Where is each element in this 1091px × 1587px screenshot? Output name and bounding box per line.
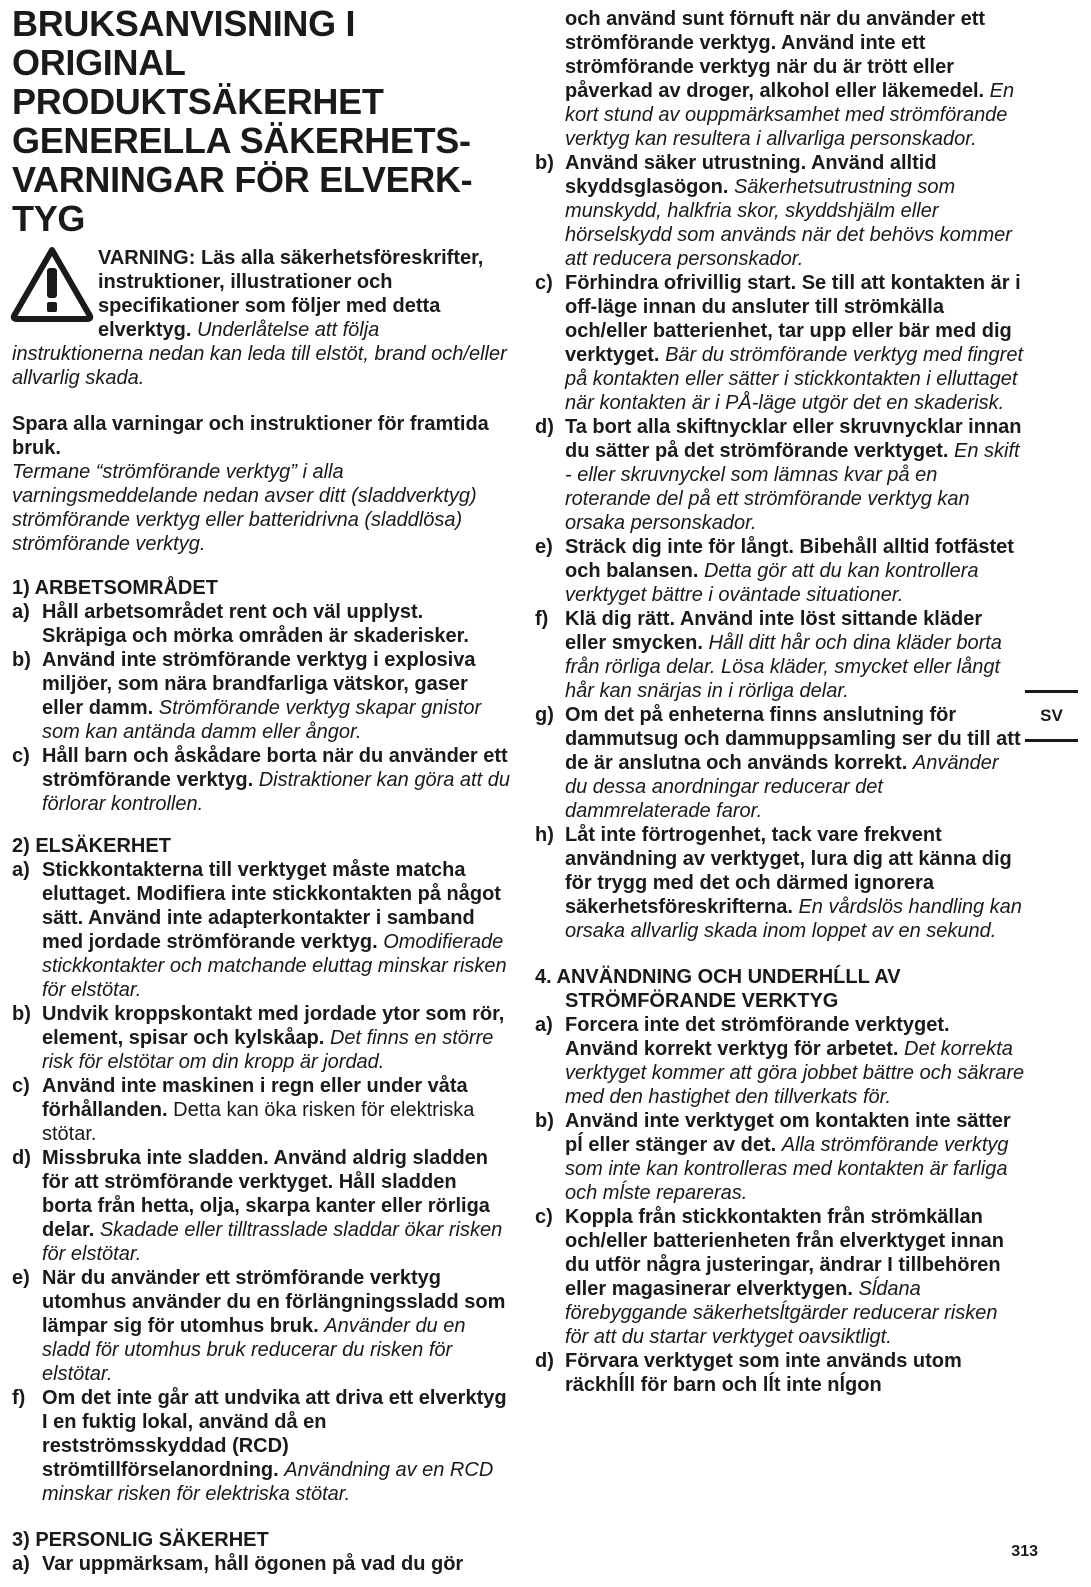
list-item: b) Undvik kroppskontakt med jordade ytor som rör, element, spisar och kylskåap. Det finns en större risk för elstötar om din kropp är jordad. — [12, 1003, 505, 1073]
list-item: d) Missbruka inte sladden. Använd aldrig sladden för att strömförande verktyget. Håll sladden borta från hetta, olja, skarpa kanter eller rörliga delar. Skadade eller tilltrasslade sladdar ökar risken för elstötar. — [12, 1147, 503, 1265]
warning-block — [12, 246, 512, 390]
list-item: c) Koppla från stickkontakten från strömkällan och/eller batterienheten från elverktyget innan du utför några justeringar, ändrar I tillbehören eller magasinerar elverktygen. Sĺdana förebyggande säkerhetsĺtgärder reducerar risken för att du startar verktyget oavsiktligt. — [535, 1206, 1005, 1348]
warning-triangle-icon — [10, 246, 94, 322]
left-column — [12, 0, 512, 1576]
list-item: c) Förhindra ofrivillig start. Se till att kontakten är i off-läge innan du ansluter till strömkälla och/eller batterienhet, tar upp eller bär med dig verktyget. Bär du strömförande verktyg med fingret på kontakten eller sätter i stickkontakten i elluttaget när kontakten är i PÅ-läge utgör det en skaderisk. — [535, 272, 1024, 414]
section-3-title: 3) PERSONLIG SÄKERHET — [12, 1529, 269, 1551]
list-item: c) Använd inte maskinen i regn eller under våta förhållanden. Detta kan öka risken för elektriska stötar. — [12, 1075, 475, 1145]
section-2-list — [12, 858, 512, 1506]
warning-bold: VARNING: Läs alla säkerhetsföreskrifter, instruktioner, illustrationer och specifikationer som följer med detta elverktyg. — [98, 247, 484, 341]
section-1-title: 1) ARBETSOMRÅDET — [12, 577, 218, 599]
list-item: f) Klä dig rätt. Använd inte löst sittande kläder eller smycken. Håll ditt hår och dina kläder borta från rörliga delar. Lösa kläder, smycket eller långt hår kan snärjas in i rörliga delar. — [535, 608, 1002, 702]
section-2-title: 2) ELSÄKERHET — [12, 835, 171, 857]
list-item: g) Om det på enheterna finns anslutning för dammutsug och dammuppsamling ser du till att de är anslutna och används korrekt. Använder du dessa anordningar reducerar det dammrelaterade faror. — [535, 704, 1021, 822]
list-item: a) Stickkontakterna till verktyget måste matcha eluttaget. Modifiera inte stickkontakten på något sätt. Använd inte adapterkontakter i samband med jordade strömförande verktyg. Omodifierade stickkontakter och matchande eluttag minskar risken för elstötar. — [12, 859, 507, 1001]
page-title: BRUKSANVISNING I ORIGINAL PRODUKTSÄKERHET GENERELLA SÄKERHETS- VARNINGAR FÖR ELVERK- TYG — [12, 3, 473, 239]
right-column — [535, 7, 1025, 1397]
list-item: d) Ta bort alla skiftnycklar eller skruvnycklar innan du sätter på det strömförande verktyget. En skift - eller skruvnyckel som lämnas kvar på en roterande del på ett strömförande verktyg kan orsaka personskador. — [535, 416, 1022, 534]
list-item: a) Håll arbetsområdet rent och väl upplyst. Skräpiga och mörka områden är skaderisker. — [12, 601, 469, 647]
list-item: e) När du använder ett strömförande verktyg utomhus använder du en förlängningssladd som lämpar sig för utomhus bruk. Använder du en sladd för utomhus bruk reducerar du risken för elstötar. — [12, 1267, 506, 1385]
language-tab: SV — [1025, 690, 1078, 742]
section-1-list — [12, 600, 512, 816]
list-item: b) Använd inte strömförande verktyg i explosiva miljöer, som nära brandfarliga vätskor, gaser eller damm. Strömförande verktyg skapar gnistor som kan antända damm eller ångor. — [12, 649, 482, 743]
save-block: Spara alla varningar och instruktioner för framtida bruk. Termane “strömförande verktyg” i alla varningsmeddelande nedan avser ditt (sladdverktyg) strömförande verktyg eller batteridrivna (sladdlösa) strömförande verktyg. — [12, 413, 489, 555]
list-item: a) Var uppmärksam, håll ögonen på vad du gör — [12, 1553, 464, 1575]
list-item: a) Forcera inte det strömförande verktyget. Använd korrekt verktyg för arbetet. Det korrekta verktyget kommer att göra jobbet bättre och säkrare med den hastighet den tillverkats för. — [535, 1014, 1025, 1108]
list-item: c) Håll barn och åskådare borta när du använder ett strömförande verktyg. Distraktioner kan göra att du förlorar kontrollen. — [12, 745, 510, 815]
list-item: d) Förvara verktyget som inte används utom räckhĺll för barn och lĺt inte nĺgon — [535, 1350, 962, 1396]
list-item: h) Låt inte förtrogenhet, tack vare frekvent användning av verktyget, lura dig att känna dig för trygg med det och därmed ignorera säkerhetsföreskrifterna. En vårdslös handling kan orsaka allvarlig skada inom loppet av en sekund. — [535, 824, 1022, 942]
section-4-title: 4. ANVÄNDNING OCH UNDERHĹLL AV STRÖMFÖRANDE VERKTYG — [535, 966, 901, 1012]
list-item: b) Använd inte verktyget om kontakten inte sätter pĺ eller stänger av det. Alla strömförande verktyg som inte kan kontrolleras med kontakten är farliga och mĺste repareras. — [535, 1110, 1011, 1204]
list-item: e) Sträck dig inte för långt. Bibehåll alltid fotfästet och balansen. Detta gör att du kan kontrollera verktyget bättre i oväntade situationer. — [535, 536, 1014, 606]
list-item: b) Använd säker utrustning. Använd alltid skyddsglasögon. Säkerhetsutrustning som munskydd, halkfria skor, skyddshjälm eller hörselskydd som används när det behövs kommer att reducera personskador. — [535, 152, 1012, 270]
section-4-list — [535, 1013, 1025, 1397]
page-number: 313 — [1011, 1543, 1038, 1560]
list-item: f) Om det inte går att undvika att driva ett elverktyg I en fuktig lokal, använd då en restströmsskyddad (RCD) strömtillförselanordning. Användning av en RCD minskar risken för elektriska stötar. — [12, 1387, 507, 1505]
warning-italic: Underlåtelse att följa instruktionerna nedan kan leda till elstöt, brand och/eller allvarlig skada. — [12, 319, 507, 389]
list-item-continued: och använd sunt förnuft när du använder ett strömförande verktyg. Använd inte ett strömförande verktyg när du är trött eller påverkad av droger, alkohol eller läkemedel. En kort stund av ouppmärksamhet med strömförande verktyg kan resultera i allvarliga personskador. — [565, 8, 1015, 150]
